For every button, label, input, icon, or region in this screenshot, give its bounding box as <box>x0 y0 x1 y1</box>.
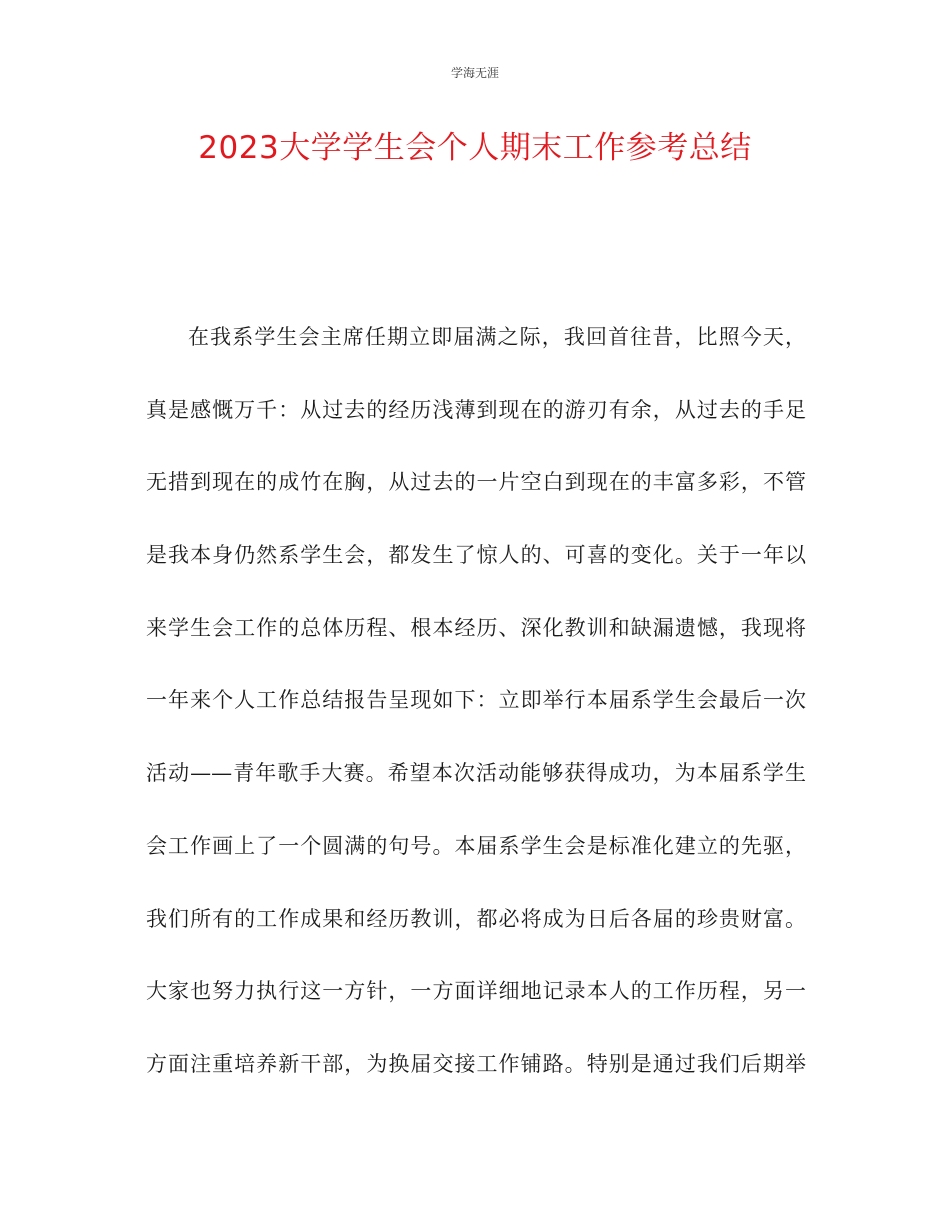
paragraph-line: 方面注重培养新干部，为换届交接工作铺路。特别是通过我们后期举 <box>146 1051 806 1076</box>
paragraph-line: 无措到现在的成竹在胸，从过去的一片空白到现在的丰富多彩，不管 <box>146 470 806 495</box>
paragraph-line: 真是感慨万千：从过去的经历浅薄到现在的游刃有余，从过去的手足 <box>146 397 806 422</box>
paragraph-line: 一年来个人工作总结报告呈现如下：立即举行本届系学生会最后一次 <box>146 688 806 713</box>
document-title: 2023大学学生会个人期末工作参考总结 <box>198 130 752 166</box>
paragraph-line: 我们所有的工作成果和经历教训，都必将成为日后各届的珍贵财富。 <box>146 906 806 931</box>
page-header: 学海无涯 <box>450 66 499 80</box>
paragraph-line: 来学生会工作的总体历程、根本经历、深化教训和缺漏遗憾，我现将 <box>146 615 806 640</box>
paragraph-line: 大家也努力执行这一方针，一方面详细地记录本人的工作历程，另一 <box>146 979 806 1004</box>
paragraph-line: 是我本身仍然系学生会，都发生了惊人的、可喜的变化。关于一年以 <box>146 543 806 568</box>
body-paragraph <box>146 318 806 1118</box>
paragraph-line: 活动——青年歌手大赛。希望本次活动能够获得成功，为本届系学生 <box>146 761 806 786</box>
paragraph-line: 在我系学生会主席任期立即届满之际，我回首往昔，比照今天， <box>188 325 806 349</box>
paragraph-line: 会工作画上了一个圆满的句号。本届系学生会是标准化建立的先驱， <box>146 833 806 858</box>
